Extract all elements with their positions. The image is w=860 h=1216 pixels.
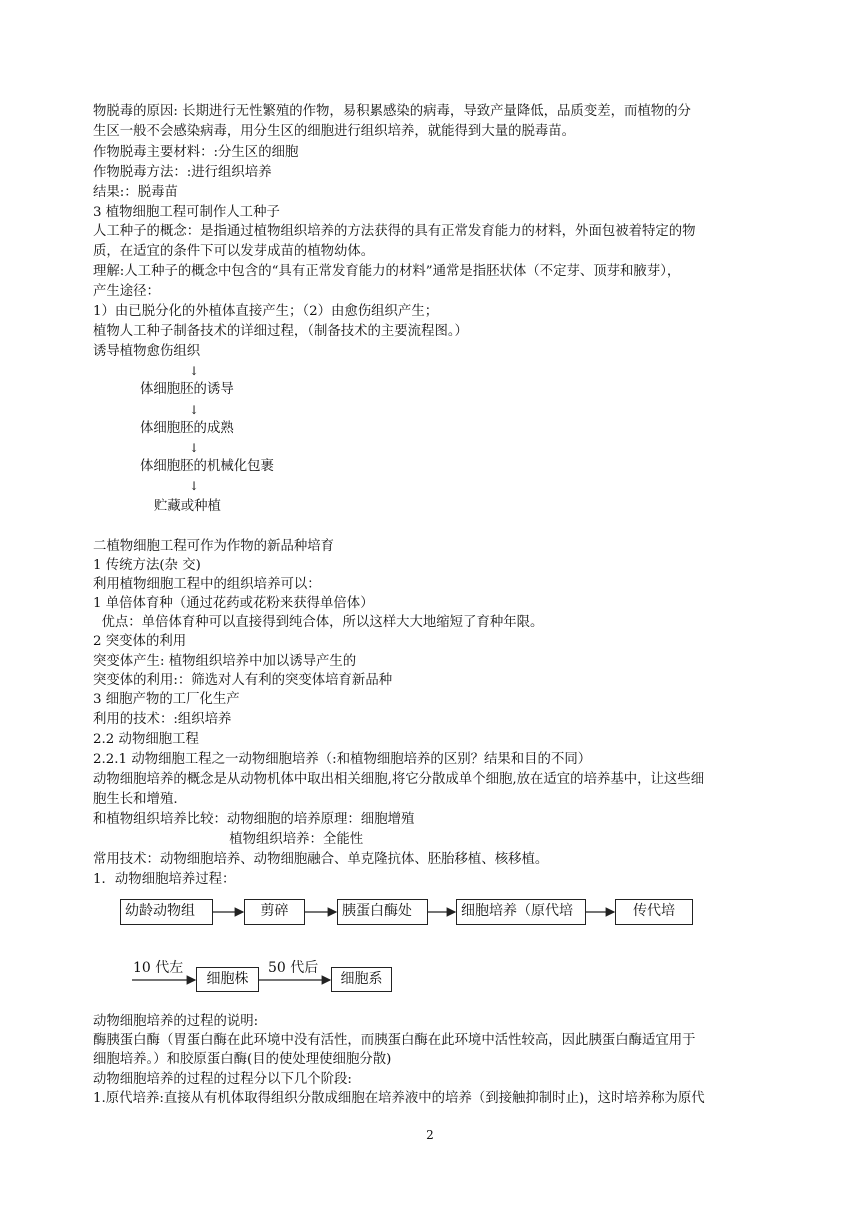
- text-line: 1．动物细胞培养过程：: [93, 872, 236, 887]
- flow-step: 贮藏或种植: [154, 499, 221, 514]
- text-line: 结果:：脱毒苗: [93, 185, 178, 200]
- flow-step: 体细胞胚的机械化包裹: [140, 459, 274, 474]
- text-line: 利用的技术：:组织培养: [93, 712, 232, 727]
- text-line: 2.2.1 动物细胞工程之一动物细胞培养（:和植物细胞培养的区别？结果和目的不同）: [93, 752, 592, 767]
- text-line: 2 突变体的利用: [93, 634, 187, 649]
- down-arrow-icon: ↓: [189, 364, 200, 378]
- flow-box-trypsin: 胰蛋白酶处: [337, 899, 428, 925]
- text-line: 植物组织培养：全能性: [93, 832, 364, 847]
- text-line: 1 单倍体育种（通过花药或花粉来获得单倍体）: [93, 596, 374, 611]
- text-line: 质，在适宜的条件下可以发芽成苗的植物幼体。: [93, 244, 375, 259]
- flow-label-10-gen: 10 代左: [133, 960, 184, 976]
- text-line: 产生途径：: [93, 284, 160, 299]
- section-heading: 3 植物细胞工程可制作人工种子: [93, 205, 280, 220]
- down-arrow-icon: ↓: [189, 479, 200, 493]
- text-line: 动物细胞培养的过程的过程分以下几个阶段:: [93, 1072, 352, 1087]
- flow-box-primary-culture: 细胞培养（原代培: [456, 899, 586, 925]
- text-line: 1）由已脱分化的外植体直接产生；（2）由愈伤组织产生；: [93, 304, 439, 319]
- text-line: 作物脱毒主要材料：:分生区的细胞: [93, 145, 299, 160]
- section-heading: 2.2 动物细胞工程: [93, 732, 199, 747]
- flow-label-50-gen: 50 代后: [268, 960, 319, 976]
- text-line: 和植物组织培养比较：动物细胞的培养原理：细胞增殖: [93, 812, 415, 827]
- text-line: 胞生长和增殖.: [93, 792, 178, 807]
- flow-box-passage-culture: 传代培: [615, 899, 693, 925]
- text-line: 作物脱毒方法：:进行组织培养: [93, 165, 272, 180]
- flow-box-mince: 剪碎: [244, 899, 305, 925]
- page-number: 2: [426, 1128, 434, 1142]
- text-line: 突变体产生: 植物组织培养中加以诱导产生的: [93, 654, 357, 669]
- text-line: 动物细胞培养的过程的说明:: [93, 1014, 259, 1029]
- text-line: 细胞培养。）和胶原蛋白酶(目的使处理使细胞分散): [93, 1052, 392, 1067]
- text-line: 1 传统方法(杂 交): [93, 558, 201, 573]
- down-arrow-icon: ↓: [189, 441, 200, 455]
- text-line: 3 细胞产物的工厂化生产: [93, 692, 240, 707]
- text-line: 突变体的利用:：筛选对人有利的突变体培育新品种: [93, 673, 393, 688]
- text-line: 植物人工种子制备技术的详细过程，（制备技术的主要流程图。）: [93, 324, 468, 339]
- section-heading: 二植物细胞工程可作为作物的新品种培育: [93, 539, 335, 554]
- text-line: 动物细胞培养的概念是从动物机体中取出相关细胞,将它分散成单个细胞,放在适宜的培养基中，让这些细: [93, 772, 705, 787]
- text-line: 常用技术：动物细胞培养、动物细胞融合、单克隆抗体、胚胎移植、核移植。: [93, 852, 549, 867]
- flow-box-young-tissue: 幼龄动物组: [120, 899, 213, 925]
- text-line: 优点：单倍体育种可以直接得到纯合体，所以这样大大地缩短了育种年限。: [93, 615, 544, 630]
- text-line: 生区一般不会感染病毒，用分生区的细胞进行组织培养，就能得到大量的脱毒苗。: [93, 124, 576, 139]
- flow-step-start: 诱导植物愈伤组织: [93, 344, 201, 359]
- flow-step: 体细胞胚的诱导: [140, 382, 234, 397]
- text-line: 人工种子的概念：是指通过植物组织培养的方法获得的具有正常发育能力的材料，外面包被着特定的物: [93, 224, 696, 239]
- text-line: 酶胰蛋白酶（胃蛋白酶在此环境中没有活性，而胰蛋白酶在此环境中活性较高，因此胰蛋白酶适宜用于: [93, 1033, 696, 1048]
- flow-step: 体细胞胚的成熟: [140, 421, 234, 436]
- text-line: 物脱毒的原因: 长期进行无性繁殖的作物，易积累感染的病毒，导致产量降低，品质变差，而植物的分: [93, 104, 691, 119]
- text-line: 1.原代培养:直接从有机体取得组织分散成细胞在培养液中的培养（到接触抑制时止)，这时培养称为原代: [93, 1091, 705, 1106]
- text-line: 利用植物细胞工程中的组织培养可以：: [93, 577, 321, 592]
- flow-box-cell-line: 细胞系: [331, 967, 392, 992]
- down-arrow-icon: ↓: [189, 403, 200, 417]
- text-line: 理解:人工种子的概念中包含的“具有正常发育能力的材料”通常是指胚状体（不定芽、顶芽和腋芽），: [93, 264, 681, 279]
- flow-box-cell-strain: 细胞株: [196, 967, 259, 992]
